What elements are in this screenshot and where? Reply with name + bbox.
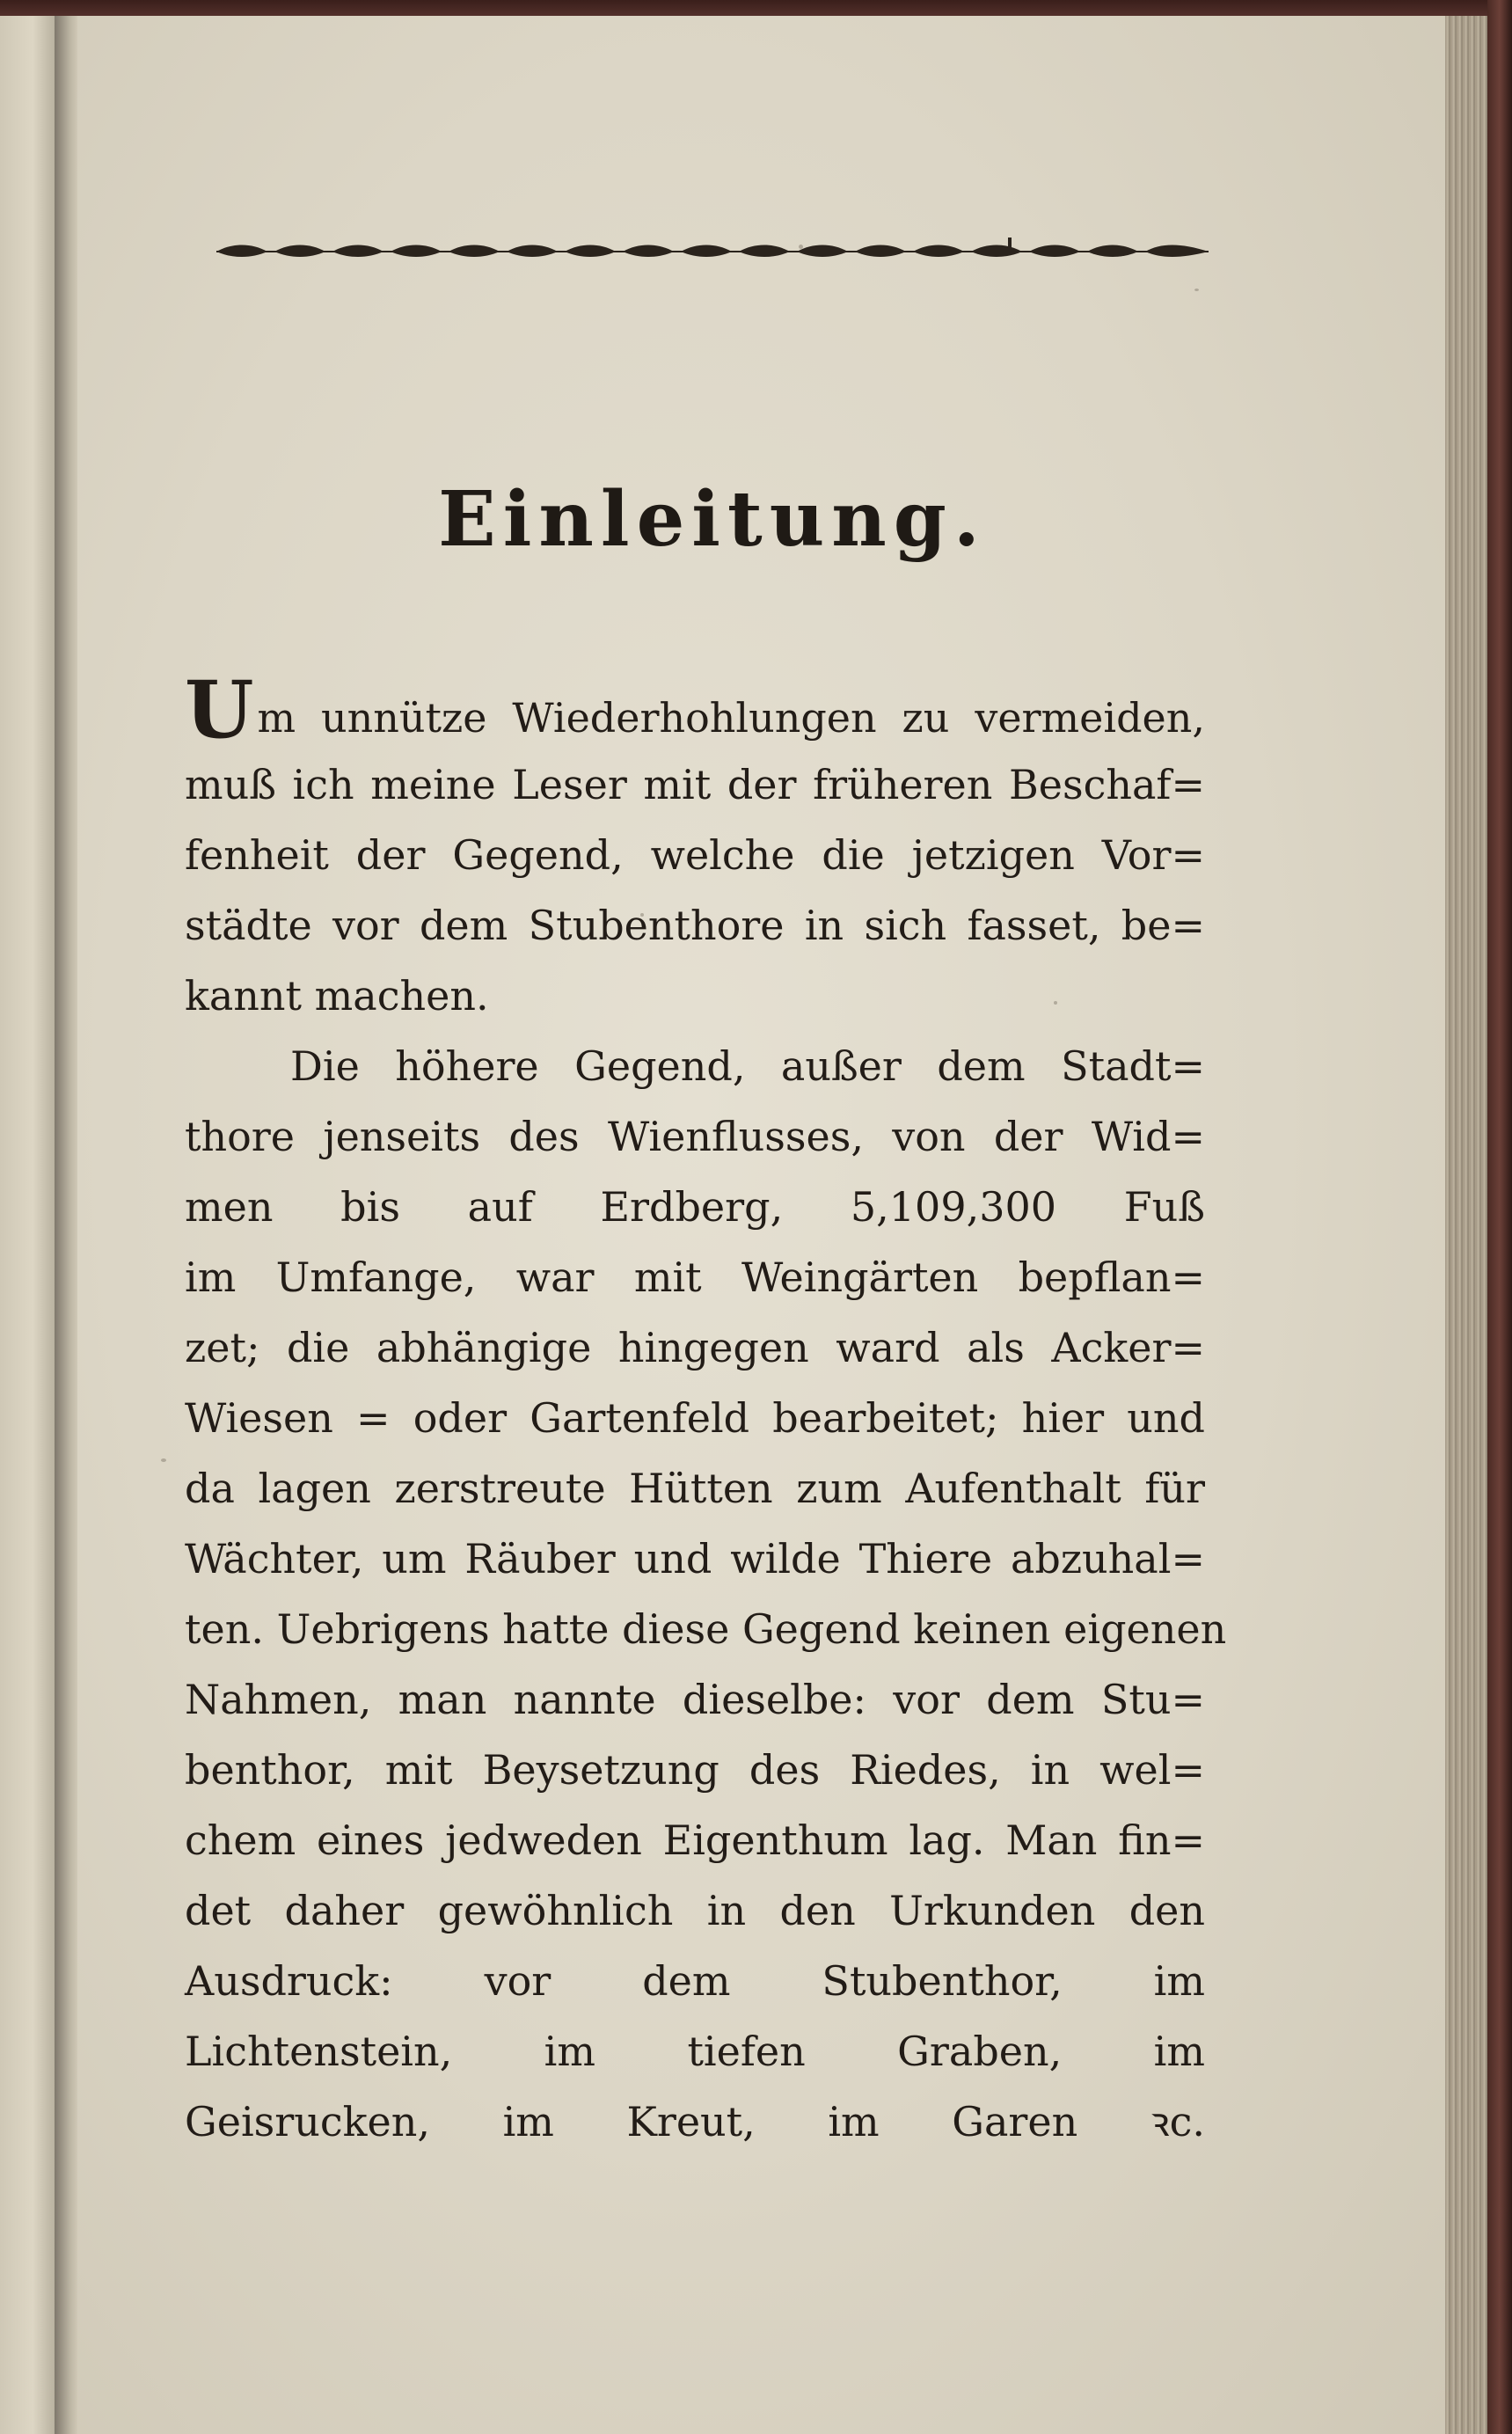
body-text [185,663,1227,2157]
text-line: det daher gewöhnlich in den Urkunden den [185,1887,1205,1934]
text-line: fenheit der Gegend, welche die jetzigen Vor= [185,831,1205,879]
text-line: thore jenseits des Wienflusses, von der Wid= [185,1113,1205,1160]
text-line: zet; die abhängige hingegen ward als Acker= [185,1324,1205,1371]
text-line: da lagen zerstreute Hütten zum Aufenthalt für [185,1465,1205,1512]
page-title: Einleitung. [438,475,987,564]
text-line: ten. Uebrigens hatte diese Gegend keinen eigenen [185,1605,1227,1653]
text-line: kannt machen. [185,972,489,1020]
text-line: Die höhere Gegend, außer dem Stadt= [290,1042,1205,1090]
text-line: men bis auf Erdberg, 5,109,300 Fuß [185,1183,1205,1231]
text-line: chem eines jedweden Eigenthum lag. Man fin= [185,1816,1205,1864]
text-line: muß ich meine Leser mit der früheren Beschaf= [185,761,1205,808]
drop-cap: U [185,663,254,757]
text-line: Ausdruck: vor dem Stubenthor, im [185,1957,1205,2005]
text-line: Lichtenstein, im tiefen Graben, im [185,2028,1205,2075]
text-line: Um unnütze Wiederhohlungen zu vermeiden, [185,663,1205,757]
text-line: Geisrucken, im Kreut, im Garen ꝛc. [185,2098,1205,2145]
text-line: Wächter, um Räuber und wilde Thiere abzuhal= [185,1535,1205,1582]
text-line: Nahmen, man nannte dieselbe: vor dem Stu= [185,1676,1205,1723]
text-line: benthor, mit Beysetzung des Riedes, in wel= [185,1746,1205,1794]
text-line: Wiesen = oder Gartenfeld bearbeitet; hier und [185,1394,1205,1442]
book-cover-side-edge [1487,0,1512,2434]
decorative-rule-ornament [216,238,1209,266]
previous-page-edge [0,16,57,2434]
text-line: im Umfange, war mit Weingärten bepflan= [185,1254,1205,1301]
page-fore-edge [1445,16,1487,2434]
text-line: städte vor dem Stubenthore in sich fasset, be= [185,902,1205,949]
